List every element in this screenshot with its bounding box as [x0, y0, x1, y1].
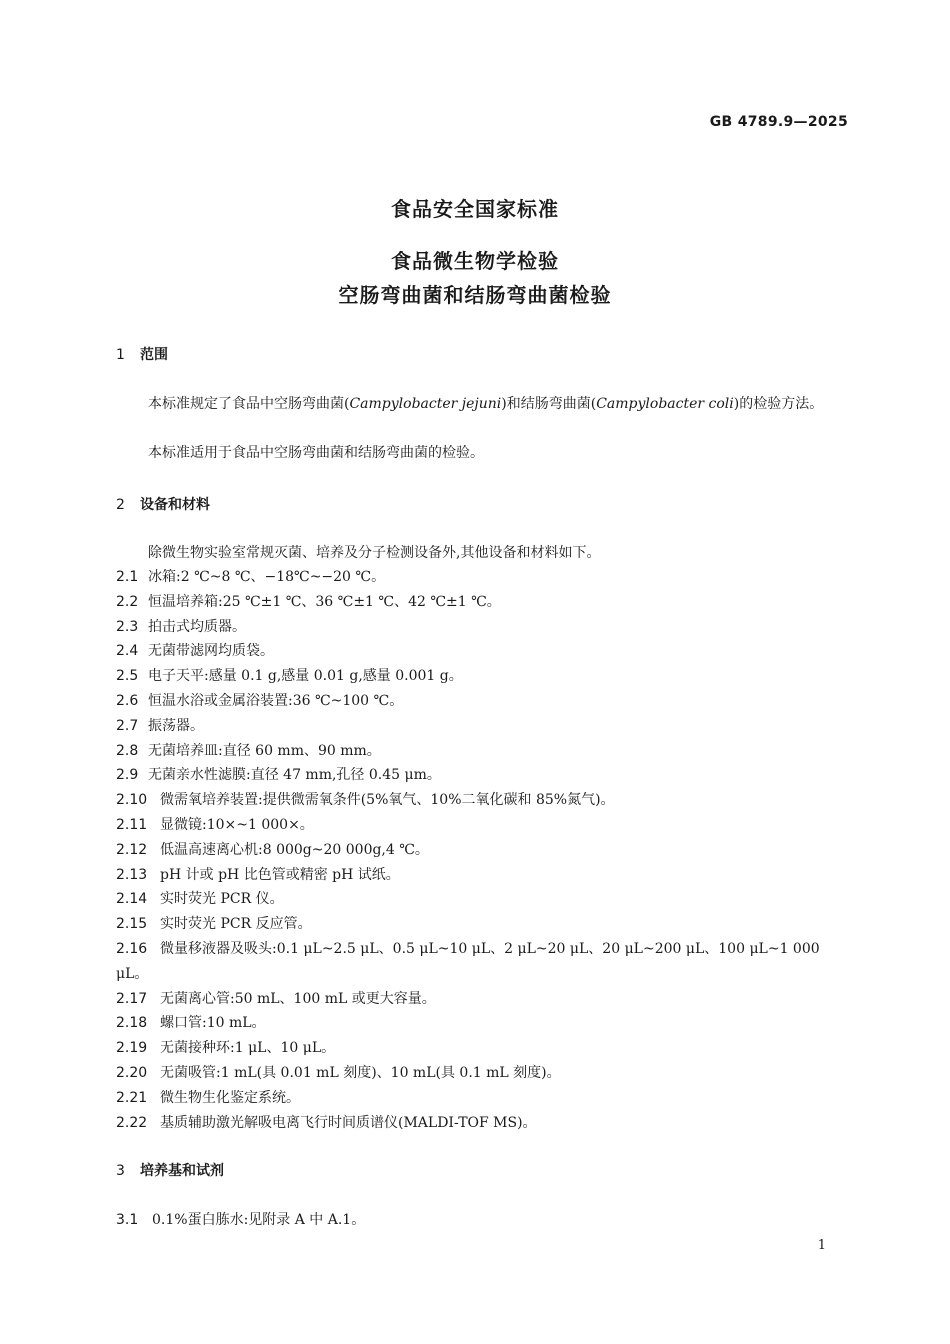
section-3-heading	[116, 1160, 224, 1180]
item-text: 基质辅助激光解吸电离飞行时间质谱仪(MALDI-TOF MS)。	[160, 1114, 537, 1131]
item-text: 实时荧光 PCR 反应管。	[160, 916, 312, 933]
item-text: 无菌吸管:1 mL(具 0.01 mL 刻度)、10 mL(具 0.1 mL 刻度)。	[160, 1064, 561, 1081]
list-item	[116, 639, 852, 664]
section-title: 培养基和试剂	[140, 1163, 224, 1179]
item-number: 2.18	[116, 1015, 148, 1032]
section-2-heading	[116, 494, 210, 514]
item-number: 2.9	[116, 767, 139, 784]
item-number: 2.19	[116, 1040, 148, 1057]
list-item	[116, 739, 852, 764]
scope-paragraph-2: 本标准适用于食品中空肠弯曲菌和结肠弯曲菌的检验。	[148, 445, 484, 461]
list-item	[116, 1011, 852, 1036]
item-text: 恒温水浴或金属浴装置:36 ℃~100 ℃。	[148, 692, 404, 709]
item-number: 2.4	[116, 643, 139, 660]
item-text: 无菌离心管:50 mL、100 mL 或更大容量。	[160, 990, 436, 1007]
item-text: 微量移液器及吸头:0.1 μL~2.5 μL、0.5 μL~10 μL、2 μL~20 μL、20 μL~200 μL、100 μL~1 000 μL。	[116, 940, 820, 982]
item-number: 2.20	[116, 1064, 148, 1081]
item-number: 2.6	[116, 692, 139, 709]
species-name: Campylobacter jejuni	[349, 396, 502, 412]
item-number: 2.14	[116, 891, 148, 908]
section-number: 2	[116, 497, 125, 513]
item-number: 2.12	[116, 841, 148, 858]
section-title: 范围	[140, 347, 168, 363]
item-text: 无菌带滤网均质袋。	[148, 643, 274, 660]
list-item	[116, 937, 852, 987]
list-item	[116, 838, 852, 863]
item-text: 实时荧光 PCR 仪。	[160, 891, 284, 908]
item-text: 微生物生化鉴定系统。	[160, 1089, 300, 1106]
section-1-heading	[116, 344, 168, 364]
list-item	[116, 565, 852, 590]
item-text: 电子天平:感量 0.1 g,感量 0.01 g,感量 0.001 g。	[148, 668, 463, 685]
species-name: Campylobacter coli	[596, 396, 734, 412]
list-item	[116, 987, 852, 1012]
item-number: 3.1	[116, 1212, 139, 1228]
list-item	[116, 1061, 852, 1086]
list-item	[116, 664, 852, 689]
item-number: 2.22	[116, 1114, 148, 1131]
item-text: pH 计或 pH 比色管或精密 pH 试纸。	[160, 866, 400, 883]
item-number: 2.3	[116, 618, 139, 635]
list-item	[116, 714, 852, 739]
item-number: 2.5	[116, 668, 139, 685]
item-text: 拍击式均质器。	[148, 618, 246, 635]
list-item	[116, 863, 852, 888]
item-text: 无菌亲水性滤膜:直径 47 mm,孔径 0.45 μm。	[148, 767, 441, 784]
item-number: 2.8	[116, 742, 139, 759]
item-number: 2.10	[116, 792, 148, 809]
subtitle-line-2: 空肠弯曲菌和结肠弯曲菌检验	[338, 283, 612, 307]
list-item	[116, 788, 852, 813]
section-number: 1	[116, 347, 125, 363]
item-text: 恒温培养箱:25 ℃±1 ℃、36 ℃±1 ℃、42 ℃±1 ℃。	[148, 593, 501, 610]
item-number: 2.21	[116, 1089, 148, 1106]
text-run: )和结肠弯曲菌(	[501, 396, 597, 412]
item-number: 2.7	[116, 717, 139, 734]
item-text: 螺口管:10 mL。	[160, 1015, 266, 1032]
item-number: 2.15	[116, 916, 148, 933]
list-item	[116, 590, 852, 615]
item-number: 2.16	[116, 940, 148, 957]
item-number: 2.2	[116, 593, 139, 610]
list-item	[116, 615, 852, 640]
item-text: 冰箱:2 ℃~8 ℃、−18℃~−20 ℃。	[148, 569, 386, 585]
list-item	[116, 887, 852, 912]
list-item	[116, 1086, 852, 1111]
item-number: 2.13	[116, 866, 148, 883]
list-item	[116, 763, 852, 788]
subtitle-line-1: 食品微生物学检验	[391, 249, 559, 273]
item-text: 0.1%蛋白胨水:见附录 A 中 A.1。	[152, 1212, 366, 1228]
item-text: 低温高速离心机:8 000g~20 000g,4 ℃。	[160, 841, 429, 858]
page-number: 1	[817, 1238, 826, 1253]
text-run: )的检验方法。	[733, 396, 824, 412]
item-text: 无菌培养皿:直径 60 mm、90 mm。	[148, 742, 381, 759]
item-number: 2.11	[116, 816, 148, 833]
item-text: 显微镜:10×~1 000×。	[160, 816, 314, 833]
list-item	[116, 689, 852, 714]
item-text: 微需氧培养装置:提供微需氧条件(5%氧气、10%二氧化碳和 85%氮气)。	[160, 792, 615, 809]
list-item	[116, 912, 852, 937]
title-block	[0, 192, 950, 312]
section-title: 设备和材料	[140, 497, 210, 513]
list-item	[116, 1111, 852, 1136]
document-code: GB 4789.9—2025	[709, 114, 848, 130]
section-number: 3	[116, 1163, 125, 1179]
item-text: 振荡器。	[148, 717, 204, 734]
reagent-item	[116, 1208, 850, 1232]
text-run: 本标准规定了食品中空肠弯曲菌(	[148, 396, 350, 412]
list-item	[116, 813, 852, 838]
list-item	[116, 1036, 852, 1061]
equipment-list	[116, 565, 852, 1135]
item-text: 无菌接种环:1 μL、10 μL。	[160, 1040, 336, 1057]
item-number: 2.17	[116, 990, 148, 1007]
item-number: 2.1	[116, 569, 139, 585]
scope-paragraph-1	[116, 392, 850, 416]
equipment-intro: 除微生物实验室常规灭菌、培养及分子检测设备外,其他设备和材料如下。	[148, 545, 601, 561]
standard-title: 食品安全国家标准	[391, 197, 559, 221]
